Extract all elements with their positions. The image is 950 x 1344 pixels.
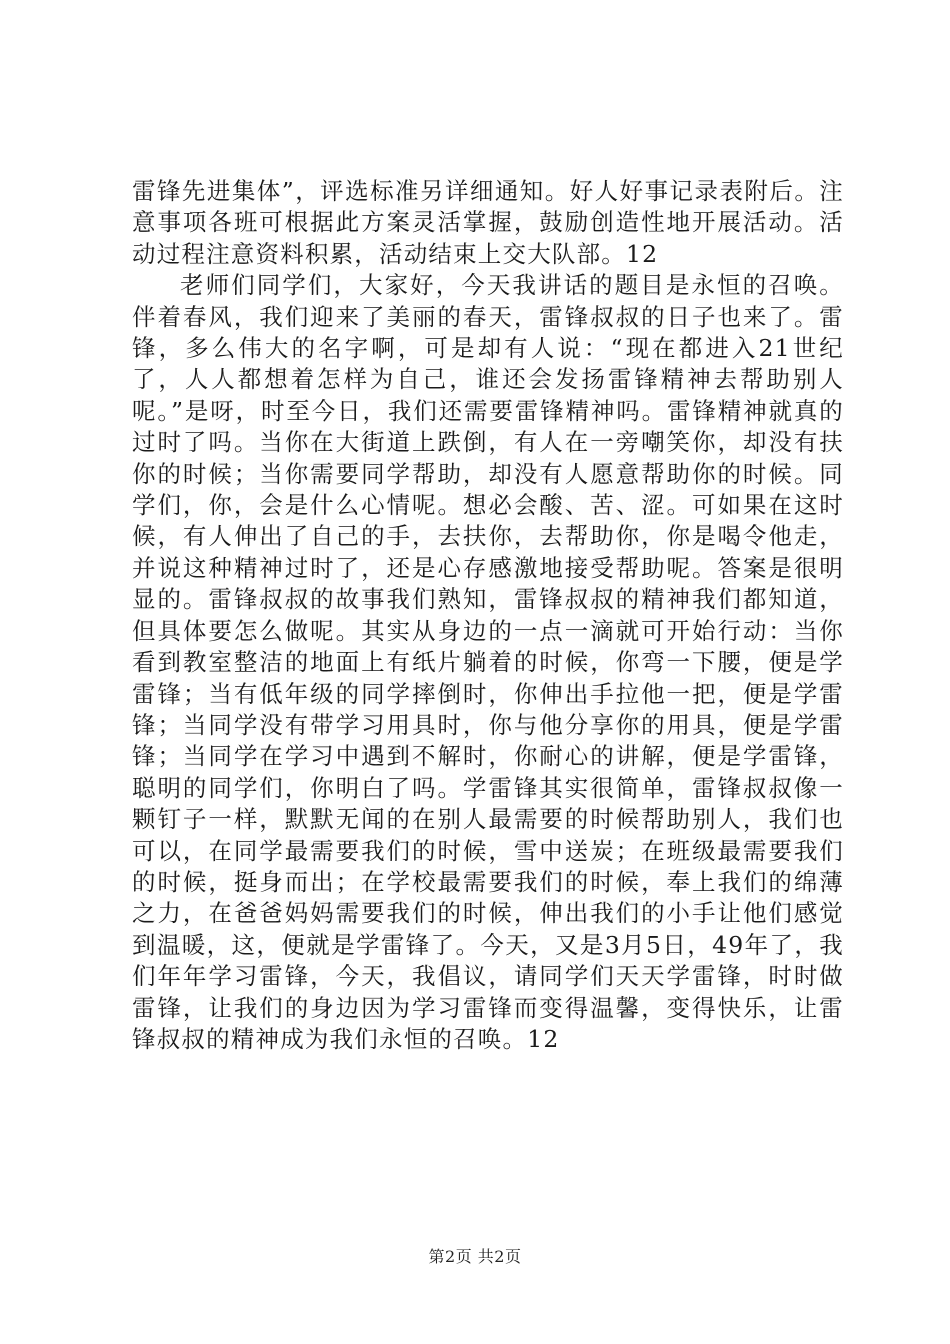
page-number-footer: 第2页 共2页 (428, 1247, 522, 1266)
paragraph-speech: 老师们同学们，大家好，今天我讲话的题目是永恒的召唤。伴着春风，我们迎来了美丽的春天，雷锋叔叔的日子也来了。雷锋，多么伟大的名字啊，可是却有人说：“现在都进入21世纪了，人人都想着怎样为自己，谁还会发扬雷锋精神去帮助别人呢。”是呀，时至今日，我们还需要雷锋精神吗。雷锋精神就真的过时了吗。当你在大街道上跌倒，有人在一旁嘲笑你，却没有扶你的时候；当你需要同学帮助，却没有人愿意帮助你的时候。同学们，你，会是什么心情呢。想必会酸、苦、涩。可如果在这时候，有人伸出了自己的手，去扶你，去帮助你，你是喝令他走，并说这种精神过时了，还是心存感激地接受帮助呢。答案是很明显的。雷锋叔叔的故事我们熟知，雷锋叔叔的精神我们都知道，但具体要怎么做呢。其实从身边的一点一滴就可开始行动：当你看到教室整洁的地面上有纸片躺着的时候，你弯一下腰，便是学雷锋；当有低年级的同学摔倒时，你伸出手拉他一把，便是学雷锋；当同学没有带学习用具时，你与他分享你的用具，便是学雷锋；当同学在学习中遇到不解时，你耐心的讲解，便是学雷锋，聪明的同学们，你明白了吗。学雷锋其实很简单，雷锋叔叔像一颗钉子一样，默默无闻的在别人最需要的时候帮助别人，我们也可以，在同学最需要我们的时候，雪中送炭；在班级最需要我们的时候，挺身而出；在学校最需要我们的时候，奉上我们的绵薄之力，在爸爸妈妈需要我们的时候，伸出我们的小手让他们感觉到温暖，这，便就是学雷锋了。今天，又是3月5日，49年了，我们年年学习雷锋，今天，我倡议，请同学们天天学雷锋，时时做雷锋，让我们的身边因为学习雷锋而变得温馨，变得快乐，让雷锋叔叔的精神成为我们永恒的召唤。12 (132, 271, 844, 1053)
paragraph-continuation: 雷锋先进集体”，评选标准另详细通知。好人好事记录表附后。注意事项各班可根据此方案灵活掌握，鼓励创造性地开展活动。活动过程注意资料积累，活动结束上交大队部。12 (132, 177, 844, 268)
document-body (132, 176, 844, 1055)
